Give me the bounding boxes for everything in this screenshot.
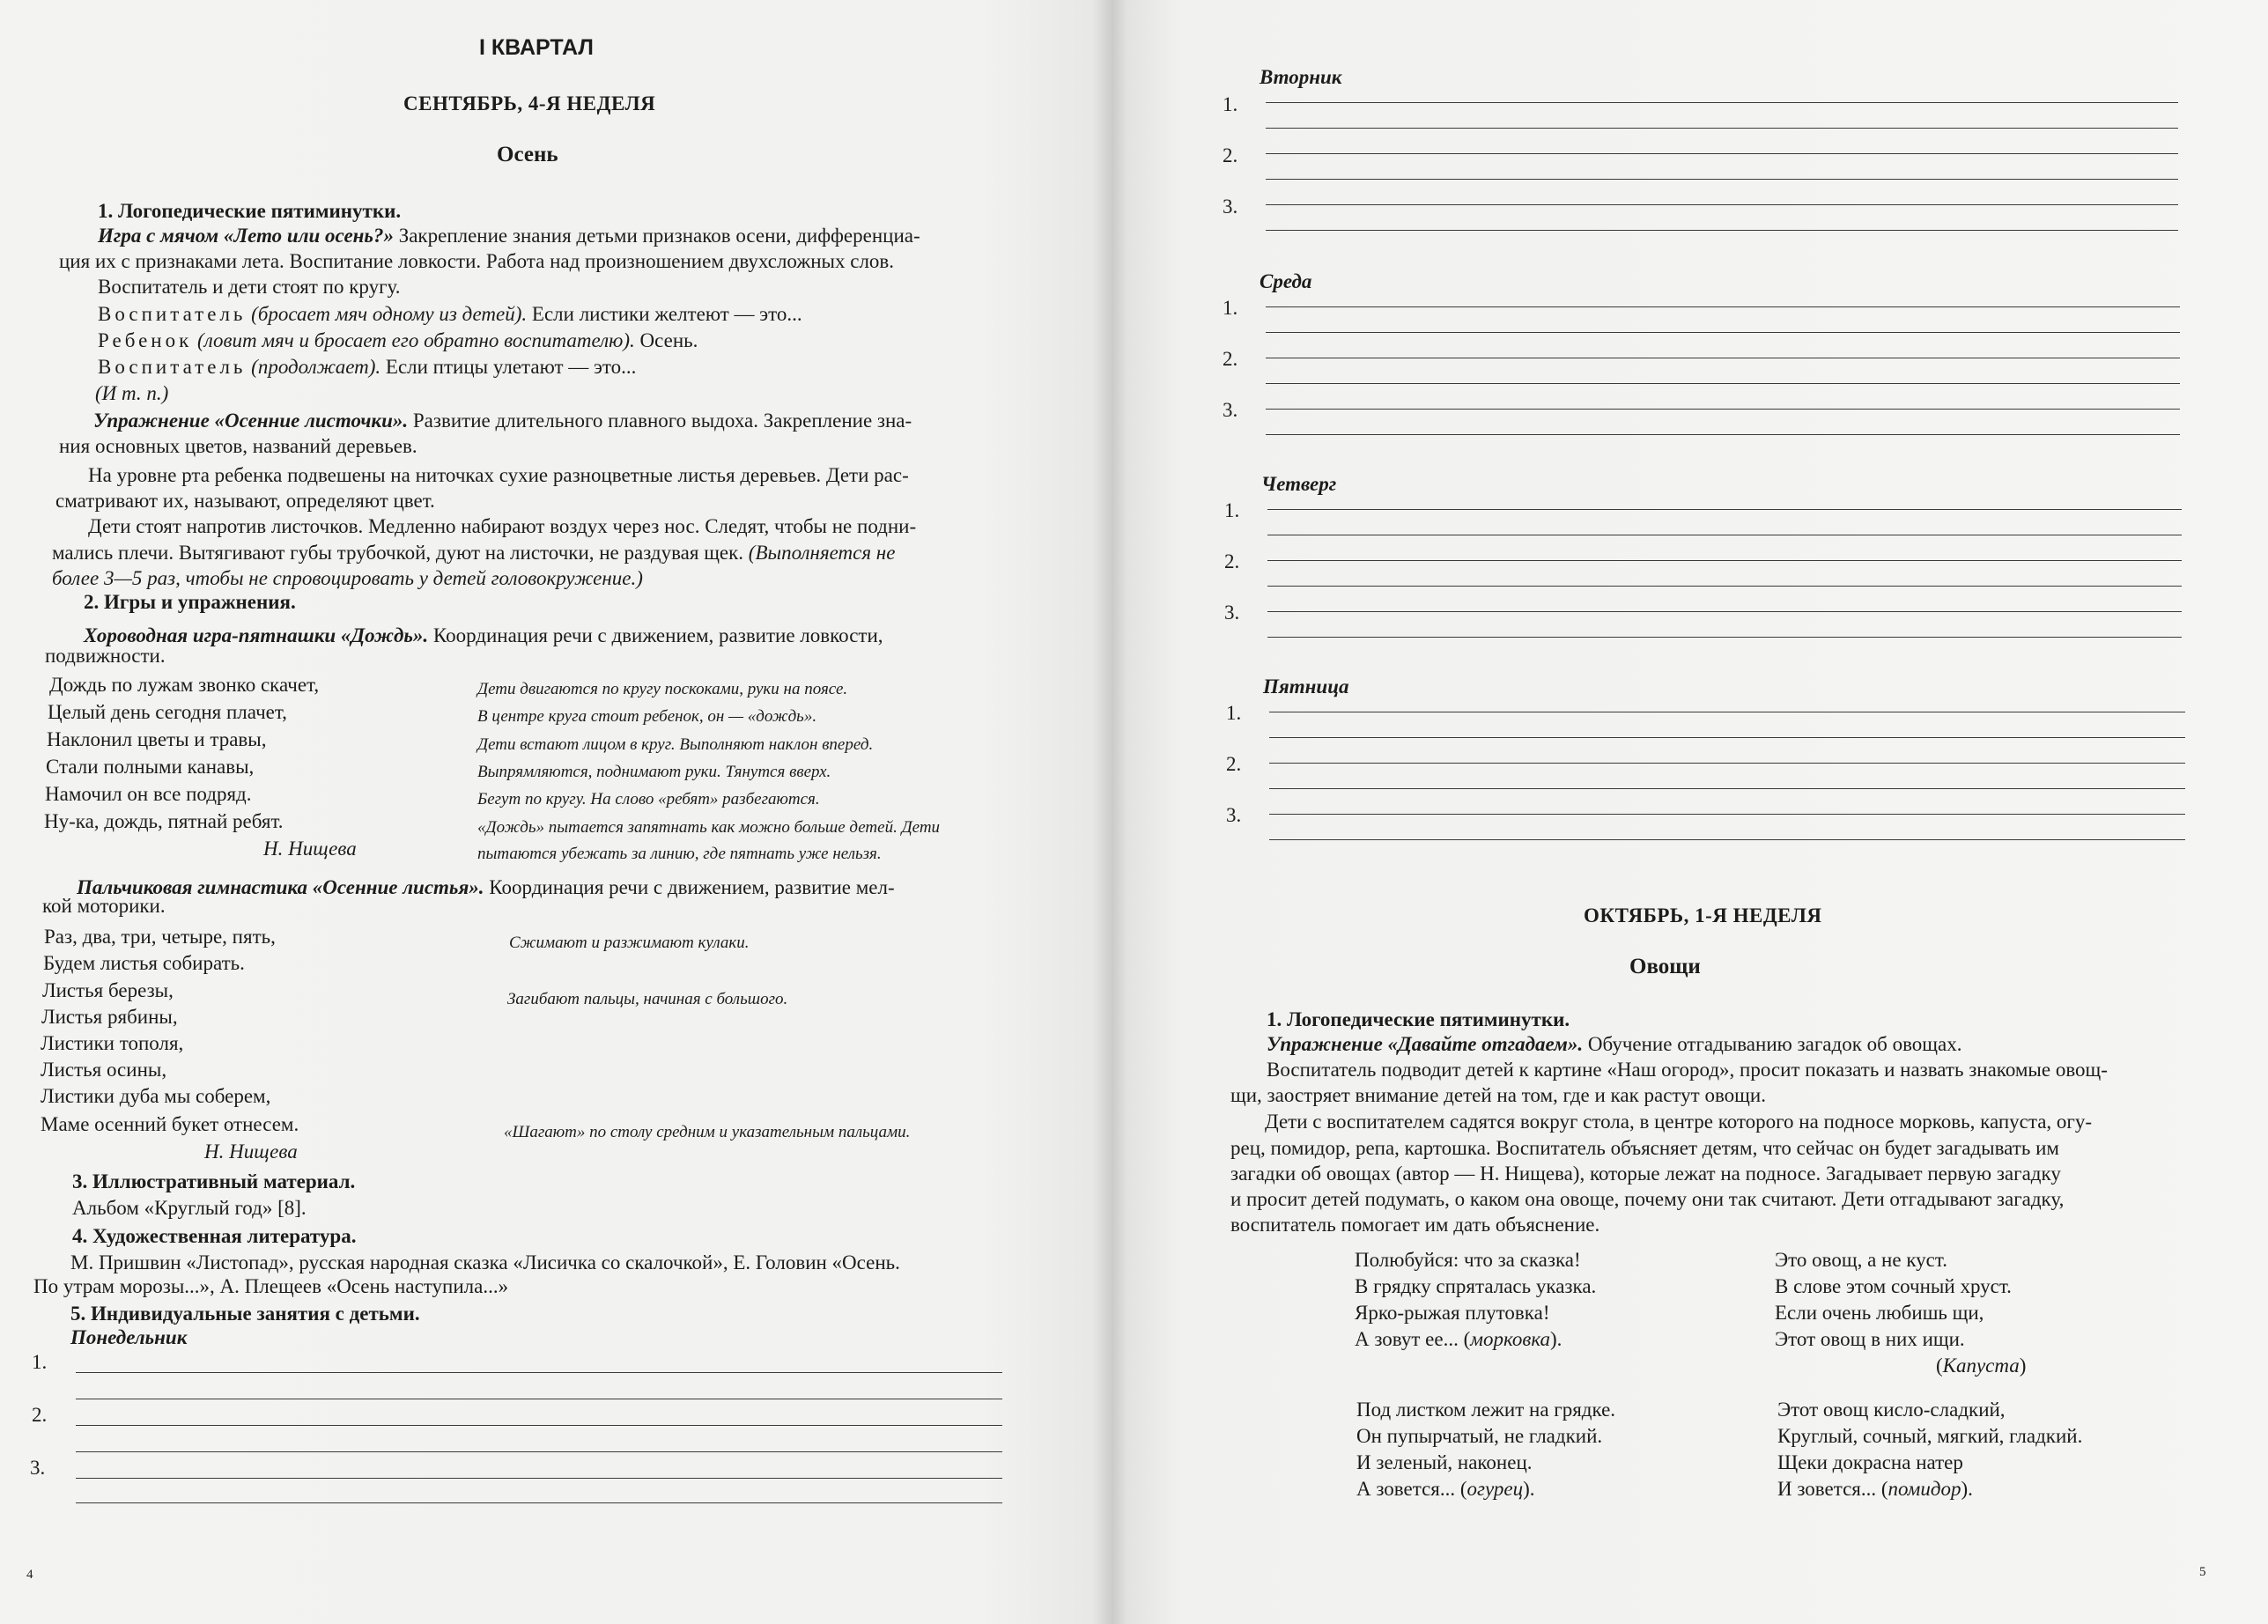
section-3-text: Альбом «Круглый год» [8]. [72, 1197, 307, 1219]
poem2-author: Н. Нищева [204, 1140, 298, 1163]
writing-line[interactable] [1269, 763, 2185, 764]
exercise-right-line: Упражнение «Давайте отгадаем». Обучение отгадыванию загадок об овощах. [1267, 1033, 1962, 1055]
riddle3-line: А зовется... (огурец). [1356, 1478, 1535, 1500]
row-number: 2. [1223, 144, 1238, 166]
riddle4-line: И зовется... (помидор). [1777, 1478, 1973, 1500]
page-number-right: 5 [2199, 1565, 2206, 1579]
writing-line[interactable] [1266, 409, 2180, 410]
poem2-note: Загибают пальцы, начиная с большого. [507, 990, 788, 1008]
para2-line3: загадки об овощах (автор — Н. Нищева), которые лежат на подносе. Загадывает первую загадку [1230, 1163, 2061, 1185]
day-label-wednesday: Среда [1260, 270, 1312, 292]
writing-line[interactable] [1267, 586, 2182, 587]
poem2-line: Раз, два, три, четыре, пять, [44, 926, 276, 948]
week-heading: СЕНТЯБРЬ, 4-Я НЕДЕЛЯ [403, 92, 656, 114]
row-number: 2. [1223, 348, 1238, 370]
writing-line[interactable] [1266, 204, 2178, 205]
game2-line1: Хороводная игра-пятнашки «Дождь». Координация речи с движением, развитие ловкости, [84, 624, 883, 646]
riddle4-line: Щеки докрасна натер [1777, 1451, 1963, 1473]
row-number: 1. [1224, 499, 1240, 521]
poem1-author: Н. Нищева [263, 838, 357, 860]
row-number: 1. [1223, 297, 1238, 319]
row-number: 2. [1224, 550, 1240, 572]
poem1-line: Целый день сегодня плачет, [48, 701, 287, 723]
para1-line1: Воспитатель подводит детей к картине «Наш огород», просит показать и назвать знакомые овощ- [1267, 1059, 2108, 1081]
row-number: 3. [30, 1457, 46, 1479]
riddle1-line: В грядку спряталась указка. [1355, 1275, 1597, 1297]
row-number: 3. [1224, 602, 1240, 624]
section-4-title: 4. Художественная литература. [72, 1225, 357, 1247]
row-number: 1. [1223, 93, 1238, 115]
writing-line[interactable] [1266, 102, 2178, 103]
dialogue-line-3: Воспитатель (продолжает). Если птицы улетают — это... [98, 356, 637, 378]
writing-line[interactable] [1269, 839, 2185, 840]
writing-line[interactable] [1269, 788, 2185, 789]
poem1-line: Стали полными канавы, [46, 756, 255, 778]
row-number: 1. [1226, 702, 1242, 724]
week-heading-october: ОКТЯБРЬ, 1-Я НЕДЕЛЯ [1584, 904, 1822, 926]
writing-line[interactable] [1266, 128, 2178, 129]
exercise1-line1: Упражнение «Осенние листочки». Развитие длительного плавного выдоха. Закрепление зна- [93, 410, 912, 432]
writing-line[interactable] [1266, 434, 2180, 435]
game1-line2: ция их с признаками лета. Воспитание ловкости. Работа над произношением двухсложных слов. [59, 250, 895, 272]
writing-line[interactable] [76, 1478, 1002, 1479]
poem2-line: Будем листья собирать. [43, 952, 245, 974]
section-1-title: 1. Логопедические пятиминутки. [98, 200, 402, 222]
poem1-note: «Дождь» пытается запятнать как можно больше детей. Дети [477, 818, 941, 837]
section-3-title: 3. Иллюстративный материал. [72, 1170, 356, 1192]
dialogue-line-1: Воспитатель (бросает мяч одному из детей). Если листики желтеют — это... [98, 303, 802, 325]
exercise1-line4: сматривают их, называют, определяют цвет. [55, 490, 435, 512]
row-number: 2. [1226, 753, 1242, 775]
poem2-line: Маме осенний букет отнесем. [41, 1113, 299, 1135]
poem2-line: Листики тополя, [41, 1032, 184, 1054]
writing-line[interactable] [1269, 814, 2185, 815]
para2-line2: рец, помидор, репа, картошка. Воспитатель объясняет детям, что сейчас он будет загадывать им [1230, 1137, 2059, 1159]
section-2-title: 2. Игры и упражнения. [84, 591, 296, 613]
section-4-line1: М. Пришвин «Листопад», русская народная сказка «Лисичка со скалочкой», Е. Головин «Осень. [70, 1251, 900, 1273]
game2-line2: подвижности. [45, 645, 166, 667]
exercise1-line6: мались плечи. Вытягивают губы трубочкой, дуют на листочки, не раздувая щек. (Выполняется не [52, 542, 896, 564]
poem2-line: Листья березы, [42, 979, 174, 1001]
row-number: 3. [1223, 399, 1238, 421]
day-label-tuesday: Вторник [1260, 66, 1342, 88]
poem1-note: Выпрямляются, поднимают руки. Тянутся вверх. [477, 763, 831, 781]
writing-line[interactable] [1266, 230, 2178, 231]
row-number: 3. [1226, 804, 1242, 826]
poem1-line: Ну-ка, дождь, пятнай ребят. [44, 810, 284, 832]
riddle4-line: Круглый, сочный, мягкий, гладкий. [1777, 1425, 2083, 1447]
topic-heading-vegetables: Овощи [1629, 955, 1701, 978]
finger-line1: Пальчиковая гимнастика «Осенние листья». Координация речи с движением, развитие мел- [77, 876, 895, 898]
writing-line[interactable] [1267, 560, 2182, 561]
writing-line[interactable] [1267, 637, 2182, 638]
day-label-friday: Пятница [1263, 675, 1349, 698]
riddle2-line: Если очень любишь щи, [1775, 1302, 1984, 1324]
writing-line[interactable] [1266, 179, 2178, 180]
poem1-line: Намочил он все подряд. [45, 783, 252, 805]
riddle2-line: Это овощ, а не куст. [1775, 1249, 1947, 1271]
poem2-note: «Шагают» по столу средним и указательным пальцами. [504, 1123, 911, 1141]
writing-line[interactable] [76, 1502, 1002, 1503]
section-4-line2: По утрам морозы...», А. Плещеев «Осень наступила...» [33, 1275, 509, 1297]
poem2-line: Листики дуба мы соберем, [41, 1085, 271, 1107]
finger-line2: кой моторики. [42, 895, 166, 917]
day-label-thursday: Четверг [1261, 473, 1337, 495]
dialogue-line-2: Ребенок (ловит мяч и бросает его обратно воспитателю). Осень. [98, 329, 698, 351]
riddle1-line: А зовут ее... (морковка). [1355, 1328, 1562, 1350]
exercise1-line2: ния основных цветов, названий деревьев. [59, 435, 417, 457]
row-number: 3. [1223, 196, 1238, 218]
exercise1-line3: На уровне рта ребенка подвешены на ниточках сухие разноцветные листья деревьев. Дети рас- [88, 464, 909, 486]
poem1-note: Бегут по кругу. На слово «ребят» разбегаются. [477, 790, 820, 808]
right-page [1112, 0, 2268, 1624]
exercise1-line7: более 3—5 раз, чтобы не спровоцировать у детей головокружение.) [52, 567, 643, 589]
section-1-title-right: 1. Логопедические пятиминутки. [1267, 1008, 1570, 1030]
writing-line[interactable] [1266, 153, 2178, 154]
poem2-line: Листья осины, [41, 1059, 167, 1081]
page-number-left: 4 [26, 1568, 33, 1582]
riddle3-line: Под листком лежит на грядке. [1356, 1399, 1616, 1421]
poem1-note: В центре круга стоит ребенок, он — «дождь». [477, 707, 817, 726]
writing-line[interactable] [1267, 611, 2182, 612]
para2-line1: Дети с воспитателем садятся вокруг стола, в центре которого на подносе морковь, капуста, огу- [1265, 1111, 2093, 1133]
writing-line[interactable] [76, 1451, 1002, 1452]
day-label-monday: Понедельник [70, 1326, 188, 1348]
poem1-note: пытаются убежать за линию, где пятнать уже нельзя. [477, 845, 882, 863]
para2-line4: и просит детей подумать, о каком она овоще, почему они так считают. Дети отгадывают загадку, [1230, 1188, 2065, 1210]
row-number: 2. [32, 1404, 48, 1426]
poem2-line: Листья рябины, [41, 1006, 178, 1028]
riddle2-line: В слове этом сочный хруст. [1775, 1275, 2012, 1297]
game1-line3: Воспитатель и дети стоят по кругу. [98, 276, 401, 298]
exercise1-line5: Дети стоят напротив листочков. Медленно набирают воздух через нос. Следят, чтобы не подни- [88, 515, 917, 537]
riddle3-line: Он пупырчатый, не гладкий. [1356, 1425, 1603, 1447]
poem1-note: Дети двигаются по кругу поскоками, руки на поясе. [477, 680, 848, 698]
writing-line[interactable] [76, 1425, 1002, 1426]
riddle1-line: Ярко-рыжая плутовка! [1355, 1302, 1550, 1324]
writing-line[interactable] [76, 1372, 1002, 1373]
topic-heading: Осень [497, 143, 558, 166]
quarter-heading: I КВАРТАЛ [479, 35, 594, 60]
writing-line[interactable] [1266, 306, 2180, 307]
row-number: 1. [32, 1351, 48, 1373]
game1-line1: Игра с мячом «Лето или осень?» Закрепление знания детьми признаков осени, дифференциа- [98, 225, 920, 247]
para1-line2: щи, заостряет внимание детей на том, где и как растут овощи. [1230, 1084, 1766, 1106]
writing-line[interactable] [1266, 383, 2180, 384]
poem2-note: Сжимают и разжимают кулаки. [509, 934, 750, 952]
book-gutter [1092, 0, 1127, 1624]
poem1-line: Дождь по лужам звонко скачет, [49, 674, 320, 696]
riddle4-line: Этот овощ кисло-сладкий, [1777, 1399, 2006, 1421]
poem1-line: Наклонил цветы и травы, [47, 728, 267, 750]
riddle1-line: Полюбуйся: что за сказка! [1355, 1249, 1581, 1271]
writing-line[interactable] [1267, 509, 2182, 510]
para2-line5: воспитатель помогает им дать объяснение. [1230, 1214, 1600, 1236]
section-5-title: 5. Индивидуальные занятия с детьми. [70, 1303, 420, 1325]
writing-line[interactable] [1266, 332, 2180, 333]
writing-line[interactable] [1269, 737, 2185, 738]
riddle2-line: Этот овощ в них ищи. [1775, 1328, 1965, 1350]
dialogue-line-4: (И т. п.) [95, 382, 169, 404]
riddle3-line: И зеленый, наконец. [1356, 1451, 1533, 1473]
riddle2-answer: (Капуста) [1936, 1355, 2027, 1377]
poem1-note: Дети встают лицом в круг. Выполняют наклон вперед. [477, 735, 874, 754]
